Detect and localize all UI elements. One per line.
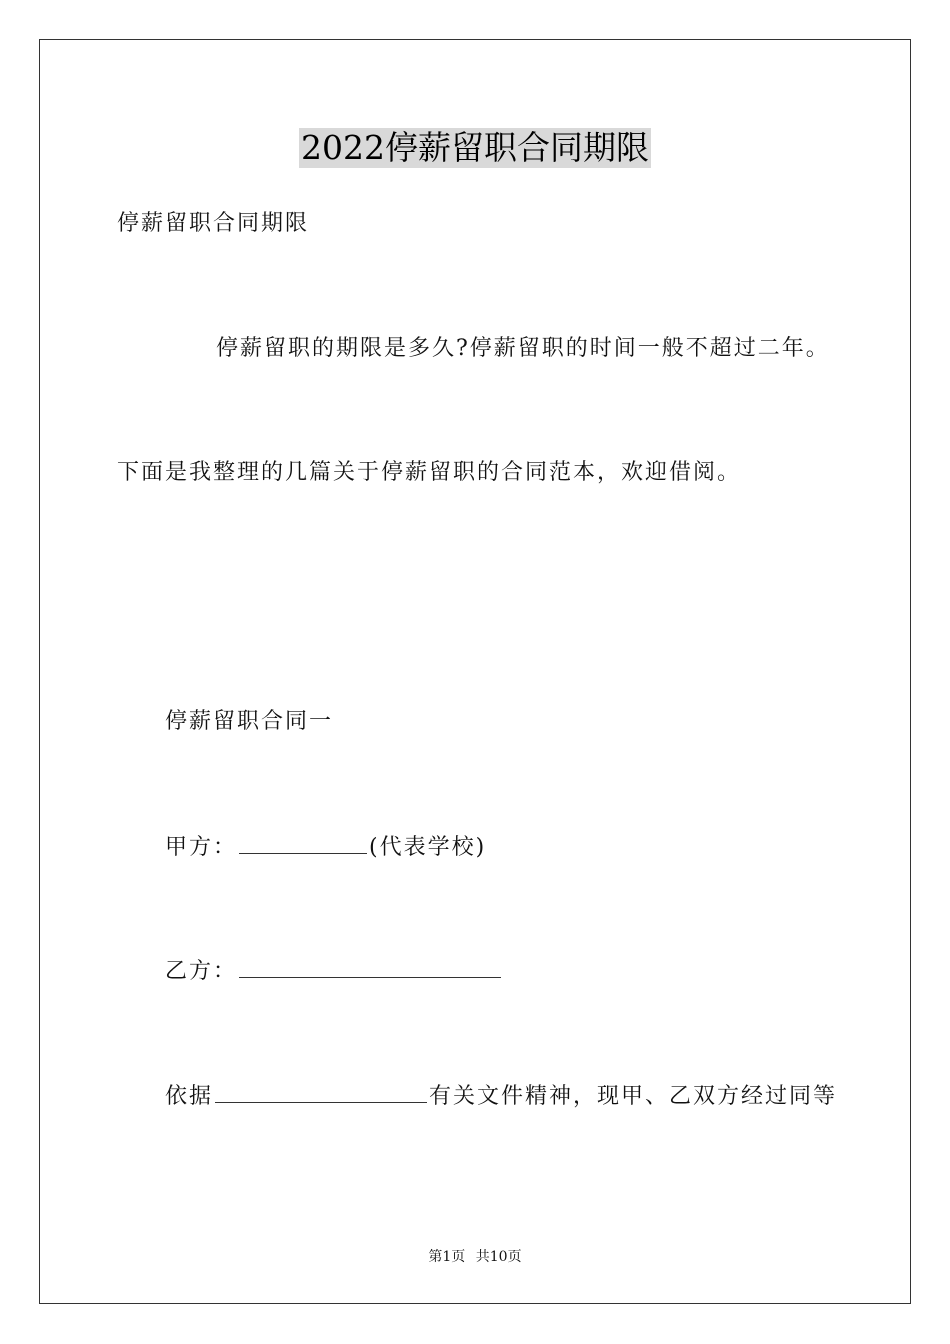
- basis-blank-field[interactable]: [215, 1080, 427, 1103]
- party-a-blank-field[interactable]: [239, 831, 367, 854]
- document-subtitle: 停薪留职合同期限: [117, 211, 310, 236]
- document-title: 2022停薪留职合同期限: [301, 128, 649, 167]
- party-a-line: [165, 831, 486, 863]
- page-number-total: 共10页: [475, 1249, 522, 1265]
- basis-line: [165, 1080, 837, 1112]
- party-a-label: 甲方：: [165, 835, 238, 860]
- page-footer: [0, 1247, 950, 1267]
- intro-paragraph-line-1: 停薪留职的期限是多久?停薪留职的时间一般不超过二年。: [216, 336, 830, 361]
- basis-prefix: 依据: [165, 1084, 214, 1109]
- page-number-current: 第1页: [428, 1249, 466, 1265]
- party-a-suffix: (代表学校): [369, 835, 487, 860]
- title-container: [0, 128, 950, 168]
- contract-heading: 停薪留职合同一: [165, 709, 334, 734]
- basis-suffix: 有关文件精神，现甲、乙双方经过同等: [429, 1084, 838, 1109]
- party-b-label: 乙方：: [165, 959, 238, 984]
- party-b-line: [165, 955, 503, 987]
- intro-paragraph-line-2: 下面是我整理的几篇关于停薪留职的合同范本，欢迎借阅。: [117, 460, 742, 485]
- party-b-blank-field[interactable]: [239, 955, 501, 978]
